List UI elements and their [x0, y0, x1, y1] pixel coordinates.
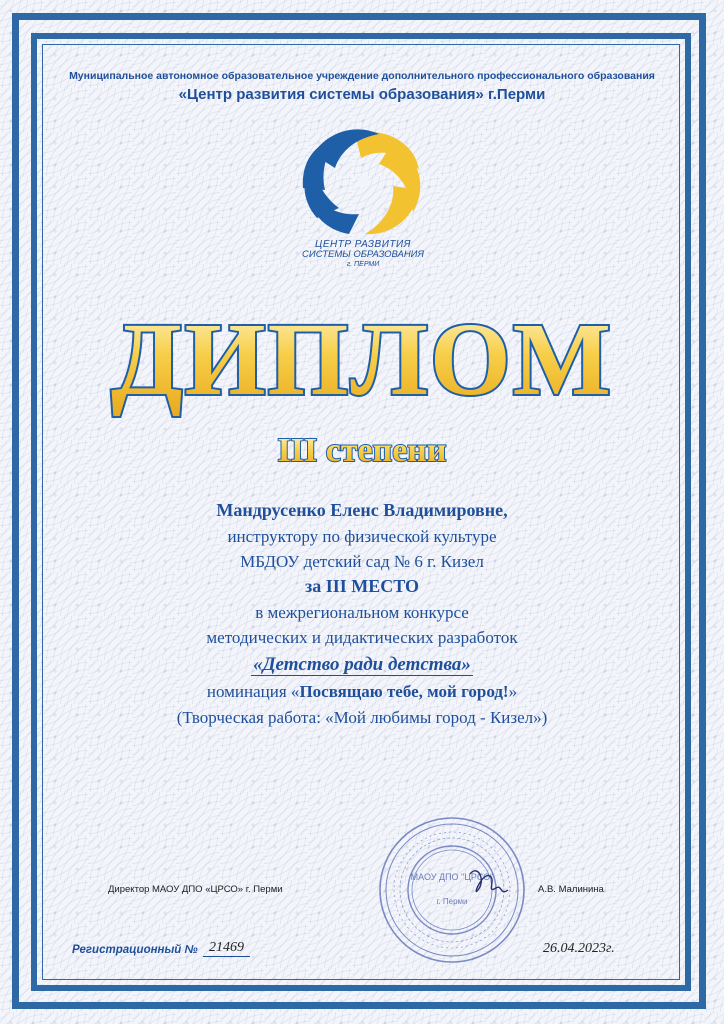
logo-caption-line2: СИСТЕМЫ ОБРАЗОВАНИЯ [302, 249, 424, 260]
contest-line2: методических и дидактических разработок [206, 628, 518, 647]
diploma-degree [0, 430, 724, 470]
logo-caption-line1: ЦЕНТР РАЗВИТИЯ [315, 239, 411, 250]
nomination-name: Посвящаю тебе, мой город! [299, 682, 509, 701]
recipient-name: Мандрусенко Еленс Владимировне, [216, 500, 508, 520]
director-name: А.В. Малинина [538, 884, 604, 895]
stamp-city-text: г. Перми [436, 897, 468, 906]
work-title: (Творческая работа: «Мой любимы город - Кизел») [176, 708, 548, 727]
contest-name [0, 654, 724, 676]
nomination-line [0, 682, 724, 702]
recipient-organization: МБДОУ детский сад № 6 г. Кизел [240, 552, 484, 571]
official-stamp-icon [374, 814, 530, 966]
registration-number: 21469 [203, 940, 250, 957]
contest-line1: в межрегиональном конкурсе [255, 603, 469, 622]
recipient-position: инструктору по физической культуре [227, 527, 497, 546]
registration-label: Регистрационный № [72, 944, 198, 956]
nomination-prefix: номинация « [206, 682, 300, 701]
swirl-logo-icon [296, 128, 430, 236]
contest-name-text: «Детство ради детства» [253, 654, 471, 675]
diploma-title [0, 308, 724, 418]
issue-date: 26.04.2023г. [543, 941, 615, 956]
diploma-degree-text: III степени [277, 432, 447, 469]
logo-caption [280, 240, 446, 270]
org-short-name: «Центр развития системы образования» г.Перми [178, 86, 546, 103]
logo-caption-line3: г. ПЕРМИ [346, 261, 380, 268]
org-full-name: Муниципальное автономное образовательное учреждение дополнительного профессионального образования [69, 70, 655, 82]
director-title: Директор МАОУ ДПО «ЦРСО» г. Перми [108, 884, 283, 895]
nomination-suffix: » [508, 682, 518, 701]
stamp-center-text: МАОУ ДПО "ЦРСО" [410, 872, 494, 882]
award-place: за III МЕСТО [304, 576, 419, 596]
diploma-title-text: ДИПЛОМ [111, 308, 613, 417]
